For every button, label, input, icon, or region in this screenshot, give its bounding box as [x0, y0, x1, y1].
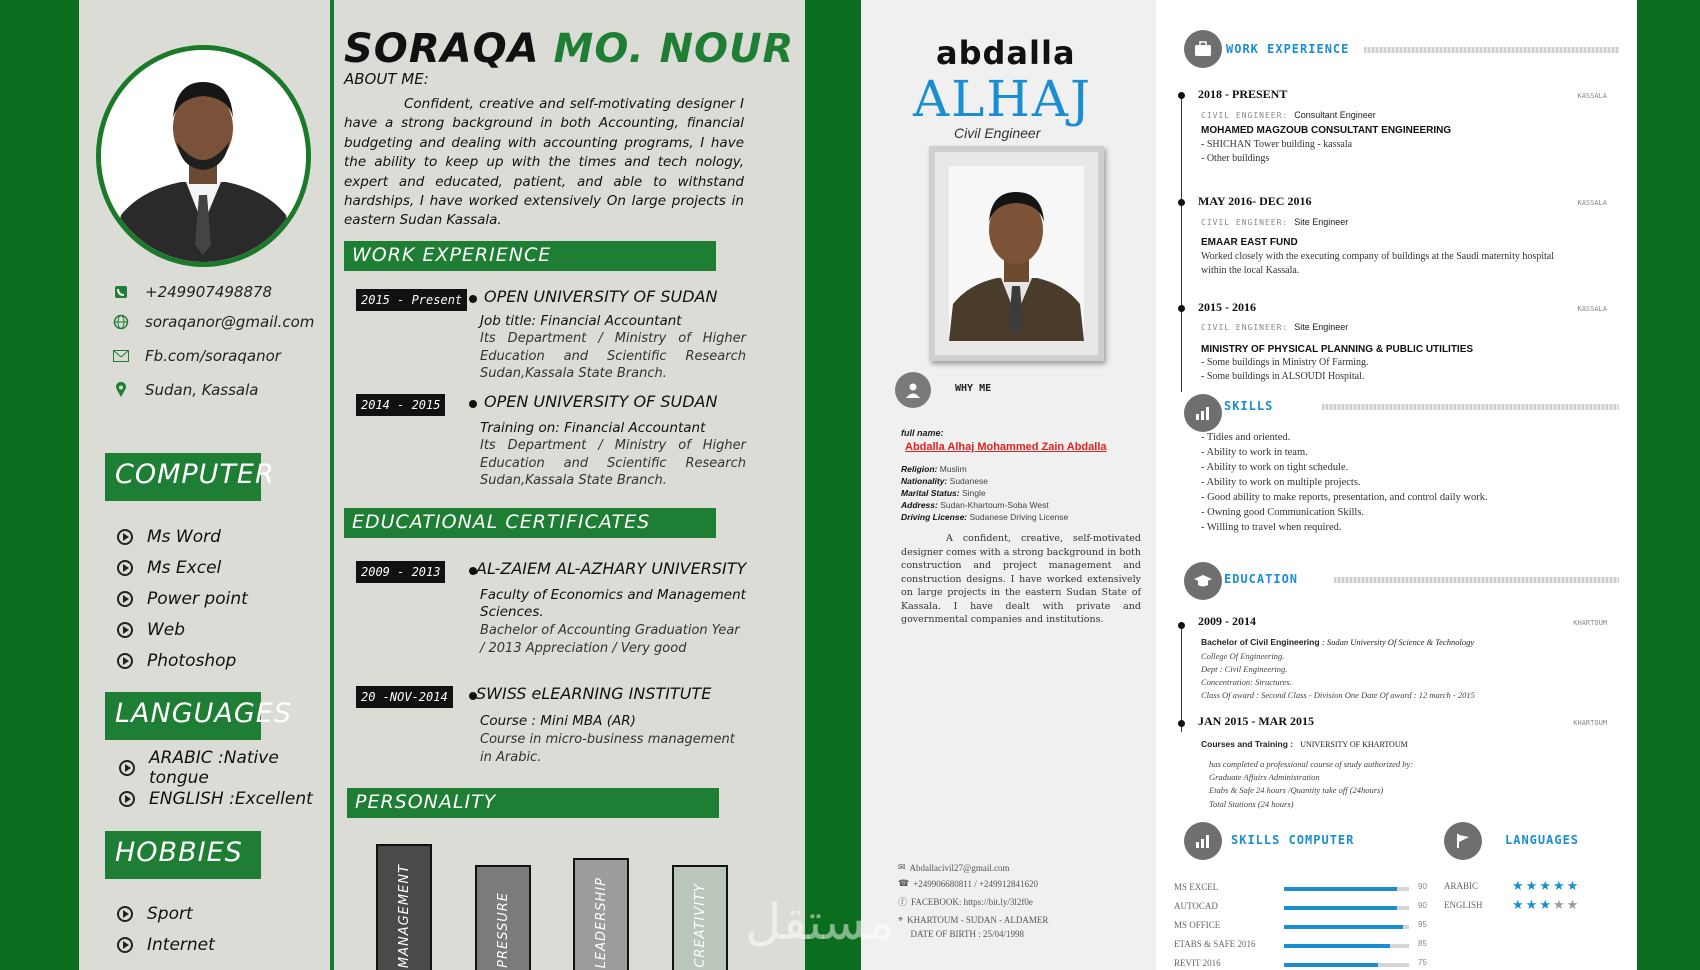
skill-name: ETABS & SAFE 2016 [1174, 939, 1256, 949]
skill-name: REVIT 2016 [1174, 958, 1221, 968]
fact-value: Single [961, 488, 986, 498]
first-name: SORAQA [344, 26, 540, 72]
education-school: UNIVERSITY OF KHARTOUM [1300, 740, 1408, 749]
entry-date: 2009 - 2013 [356, 561, 445, 583]
skill-value: 85 [1418, 939, 1427, 948]
play-circle-icon [117, 937, 133, 953]
play-circle-icon [117, 653, 133, 669]
work-location: KASSALA [1577, 305, 1607, 313]
list-item: - Ability to work on multiple projects. [1201, 477, 1361, 488]
skill-fill [1284, 944, 1390, 948]
list-item-label: Ms Excel [147, 557, 222, 578]
work-date: 2018 - PRESENT [1198, 87, 1288, 101]
section-rule [1322, 404, 1619, 410]
timeline-line [1181, 92, 1182, 392]
entry-title: SWISS eLEARNING INSTITUTE [476, 684, 712, 703]
personality-bar-leadership [573, 858, 629, 970]
fact-value: Muslim [939, 464, 967, 474]
entry-title: OPEN UNIVERSITY OF SUDAN [484, 287, 718, 306]
resume-soraqa [79, 0, 805, 970]
education-date: 2009 - 2014 [1198, 614, 1256, 628]
star-empty-icon: ★ [1552, 897, 1567, 912]
education-line: Graduate Affairs Administration [1209, 772, 1320, 782]
list-item-label: Web [147, 619, 186, 640]
briefcase-icon [1184, 30, 1222, 68]
entry-description: Its Department / Ministry of Higher Education and Scientific Research Sudan,Kassala State Branch. [480, 331, 746, 381]
star-rating [1512, 878, 1580, 894]
role-label: CIVIL ENGINEER: [1201, 111, 1289, 120]
work-organization: EMAAR EAST FUND [1201, 237, 1298, 248]
flag-icon [1444, 822, 1482, 860]
sidebar-divider [330, 0, 334, 970]
skill-track [1284, 963, 1409, 967]
language-row [1444, 897, 1637, 914]
fact-key: Marital Status: [901, 488, 960, 498]
skill-value: 90 [1418, 882, 1427, 891]
list-item: - Tidies and oriented. [1201, 432, 1291, 443]
chart-icon [1184, 822, 1222, 860]
entry-subtitle: Faculty of Economics and Management Sciences. [480, 587, 746, 620]
star-empty-icon: ★ [1566, 897, 1581, 912]
education-head [1201, 739, 1408, 749]
fact-key: Nationality: [901, 476, 948, 486]
fact-key: Address: [901, 500, 938, 510]
role-label: CIVIL ENGINEER: [1201, 323, 1289, 332]
skill-track [1284, 906, 1409, 910]
entry-description: Its Department / Ministry of Higher Education and Scientific Research Sudan,Kassala State Branch. [480, 438, 746, 488]
play-circle-icon [119, 760, 135, 776]
entry-subtitle: Job title: Financial Accountant [480, 313, 682, 329]
education-line: Total Stations (24 hours) [1209, 799, 1294, 809]
work-organization: MOHAMED MAGZOUB CONSULTANT ENGINEERING [1201, 125, 1452, 136]
list-item-label: ENGLISH :Excellent [149, 788, 313, 809]
fact-value: Sudanese Driving License [969, 512, 1069, 522]
list-item-label: Internet [147, 934, 215, 955]
list-item [117, 583, 248, 614]
list-item-label: Photoshop [147, 650, 237, 671]
play-circle-icon [117, 529, 133, 545]
envelope-icon [113, 348, 129, 364]
work-experience-header: WORK EXPERIENCE [344, 241, 716, 271]
personal-facts [901, 463, 1068, 523]
right-main-column [1174, 0, 1637, 970]
watermark-logo: مستقل [745, 893, 895, 951]
education-line: Dept : Civil Engineering. [1201, 664, 1288, 674]
star-filled-icon: ★ [1525, 897, 1540, 912]
languages-header: LANGUAGES [105, 692, 261, 740]
star-filled-icon: ★ [1539, 878, 1553, 893]
fact-key: Religion: [901, 464, 938, 474]
play-circle-icon [117, 591, 133, 607]
about-text: A confident, creative, self-motivated designer comes with a strong background in both construction and project management and construction designs. I have worked extensively on large projects in the eastern Sudan State of Kassala. I have dealt with private and governmental companies and institutions. [901, 533, 1141, 625]
hobbies-header: HOBBIES [105, 831, 261, 879]
work-date: MAY 2016- DEC 2016 [1198, 194, 1312, 208]
entry-description: Course in micro-business management in Arabic. [480, 732, 735, 765]
language-name: ENGLISH [1444, 900, 1483, 910]
list-item [117, 898, 215, 929]
last-name: ALHAJ [913, 70, 1093, 128]
contact-birth [898, 928, 1024, 939]
person-name [344, 26, 794, 72]
location-pin-icon [113, 382, 129, 398]
personality-header: PERSONALITY [347, 788, 719, 818]
right-sidebar [861, 0, 1156, 970]
education-degree: Bachelor of Civil Engineering [1201, 637, 1320, 647]
about-text: Confident, creative and self-motivating designer I have a strong background in both Accounting, financial budgeting and dealing with accounting programs, I have the ability to keep up with the times and tech nology, expert and educated, patient, and able to withstand hardships, I have worked extensively On large projects in eastern Sudan Kassala. [344, 96, 744, 229]
profile-photo [96, 45, 311, 267]
contact-email [113, 313, 314, 331]
full-name-label: full name: [901, 428, 944, 438]
language-name: ARABIC [1444, 881, 1479, 891]
list-item: - Ability to work on tight schedule. [1201, 462, 1349, 473]
skill-bar-row [1174, 882, 1474, 896]
personality-label: MANAGEMENT [396, 863, 412, 968]
skill-fill [1284, 925, 1403, 929]
list-item [117, 614, 248, 645]
play-circle-icon [117, 906, 133, 922]
fact-value: Sudanese [949, 476, 988, 486]
hobbies-list [117, 898, 215, 960]
entry-date: 2015 - Present [356, 289, 467, 311]
work-date: 2015 - 2016 [1198, 300, 1256, 314]
education-location: KHARTOUM [1573, 719, 1607, 727]
section-rule [1334, 577, 1619, 583]
educational-certificates-header: EDUCATIONAL CERTIFICATES [344, 508, 716, 538]
skill-fill [1284, 906, 1397, 910]
personality-label: PRESSURE [495, 892, 511, 968]
skills-computer-title: SKILLS COMPUTER [1231, 833, 1355, 847]
education-line: Etabs & Safe 24 hours /Quantity take off (24hours) [1209, 785, 1384, 795]
skill-name: AUTOCAD [1174, 901, 1218, 911]
skill-value: 90 [1418, 901, 1427, 910]
education-course: Courses and Training : [1201, 739, 1294, 749]
fact-row [901, 463, 1068, 475]
timeline-dot [1178, 92, 1185, 99]
last-name: MO. NOUR [553, 26, 795, 72]
work-description: - SHICHAN Tower building - kassala - Other buildings [1201, 139, 1353, 164]
contact-email-text: soraqanor@gmail.com [145, 313, 315, 331]
work-entry [356, 394, 746, 494]
education-location: KHARTOUM [1573, 619, 1607, 627]
role-value: Consultant Engineer [1294, 110, 1376, 120]
list-item: - Owning good Communication Skills. [1201, 507, 1365, 518]
languages-title: LANGUAGES [1505, 833, 1580, 847]
list-item: - Ability to work in team. [1201, 447, 1308, 458]
education-head [1201, 637, 1474, 647]
play-circle-icon [117, 622, 133, 638]
contact-phone-text: +249907498878 [145, 283, 273, 301]
work-description: Worked closely with the executing company of buildings at the Saudi maternity hospital within the local Kassala. [1201, 251, 1555, 276]
star-filled-icon: ★ [1539, 897, 1553, 912]
list-item: - Willing to travel when required. [1201, 522, 1342, 533]
skill-track [1284, 887, 1409, 891]
full-name: Abdalla Alhaj Mohammed Zain Abdalla [905, 441, 1107, 453]
chart-icon [1184, 394, 1222, 432]
first-name: abdalla [936, 34, 1076, 72]
work-role [1201, 217, 1348, 227]
entry-description: Bachelor of Accounting Graduation Year / 2013 Appreciation / Very good [480, 623, 740, 656]
personality-bar-pressure [475, 865, 531, 970]
work-role [1201, 110, 1376, 120]
list-item [117, 929, 215, 960]
work-organization: MINISTRY OF PHYSICAL PLANNING & PUBLIC UTILITIES [1201, 344, 1474, 355]
education-date: JAN 2015 - MAR 2015 [1198, 714, 1314, 728]
timeline-dot [1178, 305, 1185, 312]
work-description: - Some buildings in Ministry Of Farming. - Some buildings in ALSOUDI Hospital. [1201, 357, 1369, 382]
user-icon [895, 372, 931, 408]
entry-title: AL-ZAIEM AL-AZHARY UNIVERSITY [476, 559, 747, 578]
work-location: KASSALA [1577, 92, 1607, 100]
language-row [1444, 878, 1637, 895]
timeline-line [1181, 622, 1182, 732]
skill-bar-row [1174, 920, 1474, 934]
globe-icon [113, 314, 129, 330]
fact-row [901, 487, 1068, 499]
list-item-label: Ms Word [147, 526, 221, 547]
list-item [117, 552, 248, 583]
star-filled-icon: ★ [1512, 897, 1526, 912]
envelope-icon: ✉ [898, 862, 906, 872]
personality-bar-creativity [672, 865, 728, 970]
profile-photo-frame [929, 146, 1104, 361]
bullet-dot [469, 295, 477, 303]
star-filled-icon: ★ [1552, 878, 1567, 893]
fact-key: Driving License: [901, 512, 968, 522]
fact-row [901, 499, 1068, 511]
personality-bars [344, 830, 744, 970]
star-rating [1512, 897, 1580, 913]
main-column [344, 0, 805, 970]
skills-list [1201, 430, 1488, 535]
fact-row [901, 475, 1068, 487]
entry-date: 20 -NOV-2014 [356, 686, 453, 708]
bullet-dot [469, 400, 477, 408]
education-line: has completed a professional course of study authorized by: [1209, 759, 1414, 769]
work-experience-title: WORK EXPERIENCE [1226, 42, 1350, 56]
education-line: Class Of award : Second Class - Division One Date Of award : 12 march - 2015 [1201, 690, 1475, 700]
fact-row [901, 511, 1068, 523]
skill-track [1284, 925, 1409, 929]
star-filled-icon: ★ [1566, 878, 1581, 893]
education-title: EDUCATION [1224, 572, 1299, 586]
skill-value: 95 [1418, 920, 1427, 929]
contact-text: Abdallacivil27@gmail.com [909, 862, 1010, 873]
timeline-dot [1178, 720, 1185, 727]
skill-track [1284, 944, 1409, 948]
education-entry [356, 561, 746, 681]
personality-label: CREATIVITY [692, 883, 708, 968]
entry-date: 2014 - 2015 [356, 394, 445, 416]
play-circle-icon [119, 791, 135, 807]
contact-phone [113, 283, 272, 301]
list-item: - Good ability to make reports, presentation, and control daily work. [1201, 492, 1488, 503]
section-rule [1364, 47, 1619, 53]
personality-label: LEADERSHIP [593, 876, 609, 968]
contact-location-text: Sudan, Kassala [145, 381, 259, 399]
work-role [1201, 322, 1348, 332]
star-filled-icon: ★ [1525, 878, 1540, 893]
skills-title: SKILLS [1224, 399, 1274, 413]
timeline-dot [1178, 622, 1185, 629]
left-sidebar [79, 0, 330, 970]
graduation-cap-icon [1184, 562, 1222, 600]
list-item-label: Sport [147, 903, 193, 924]
contact-phone [898, 878, 1038, 889]
role-value: Site Engineer [1294, 322, 1349, 332]
facebook-icon: ⓕ [898, 897, 908, 907]
personality-bar-management [376, 844, 432, 970]
resume-abdalla [861, 0, 1637, 970]
skill-name: MS OFFICE [1174, 920, 1221, 930]
entry-title: OPEN UNIVERSITY OF SUDAN [484, 392, 718, 411]
list-item [117, 521, 248, 552]
phone-icon [113, 284, 129, 300]
list-item [117, 645, 248, 676]
role-value: Site Engineer [1294, 217, 1349, 227]
contact-location [113, 381, 258, 399]
phone-icon: ☎ [898, 878, 910, 888]
job-role: Civil Engineer [954, 125, 1041, 141]
contact-text: FACEBOOK: https://bit.ly/3l2f0e [911, 896, 1033, 907]
location-pin-icon: ⌖ [898, 914, 904, 924]
entry-subtitle: Course : Mini MBA (AR) [480, 713, 636, 729]
role-label: CIVIL ENGINEER: [1201, 218, 1289, 227]
list-item-label: Power point [147, 588, 248, 609]
star-filled-icon: ★ [1512, 878, 1526, 893]
education-school: : Sudan University Of Science & Technology [1321, 637, 1475, 647]
skill-name: MS EXCEL [1174, 882, 1219, 892]
list-item [119, 783, 330, 814]
about-title: ABOUT ME: [344, 70, 429, 88]
list-item-label: ARABIC :Native tongue [149, 747, 279, 788]
education-line: Concentration: Structures. [1201, 677, 1292, 687]
skill-fill [1284, 963, 1378, 967]
computer-list [117, 521, 248, 676]
education-line: College Of Engineering. [1201, 651, 1285, 661]
list-item [119, 747, 330, 788]
fact-value: Sudan-Khartoum-Soba West [940, 500, 1049, 510]
work-entry [356, 289, 746, 389]
contact-facebook [898, 895, 1033, 908]
skill-bar-row [1174, 939, 1474, 953]
contact-address [898, 914, 1048, 925]
languages-list [119, 747, 330, 814]
profile-photo [949, 166, 1084, 341]
contact-text: DATE OF BIRTH : 25/04/1998 [910, 928, 1024, 939]
skill-bar-row [1174, 958, 1474, 970]
play-circle-icon [117, 560, 133, 576]
education-entry [356, 686, 746, 766]
skill-value: 75 [1418, 958, 1427, 967]
work-location: KASSALA [1577, 199, 1607, 207]
contact-text: +249906680811 / +249912841620 [913, 878, 1039, 889]
skill-fill [1284, 887, 1397, 891]
skill-bar-row [1174, 901, 1474, 915]
entry-subtitle: Training on: Financial Accountant [480, 420, 706, 436]
contact-text: KHARTOUM - SUDAN - ALDAMER [907, 914, 1049, 925]
why-me-title: WHY ME [955, 383, 992, 394]
timeline-dot [1178, 199, 1185, 206]
computer-header: COMPUTER [105, 453, 261, 501]
contact-facebook-text: Fb.com/soraqanor [145, 347, 281, 365]
contact-email [898, 862, 1010, 873]
contact-facebook [113, 347, 281, 365]
